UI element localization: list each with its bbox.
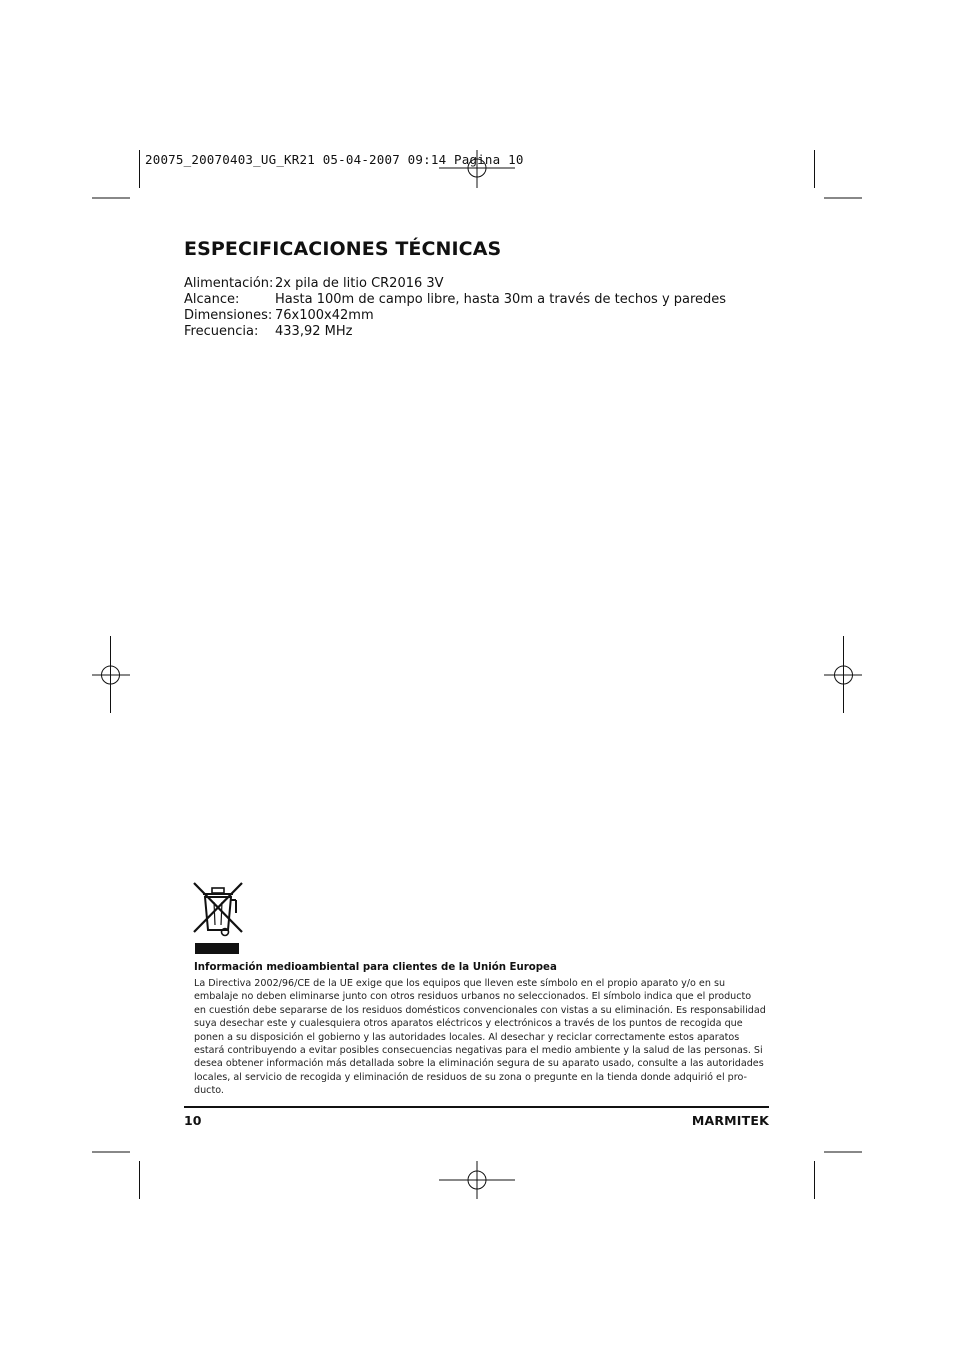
spec-label: Alimentación:	[184, 276, 274, 291]
environment-line: La Directiva 2002/96/CE de la UE exige que los equipos que lleven este símbolo en el propio aparato y/o en su	[194, 978, 726, 989]
environment-line: ponen a su disposición el gobierno y las autoridades locales. Al desechar y reciclar correctamente estos aparatos	[194, 1031, 740, 1043]
registration-mark-right	[824, 636, 862, 713]
environment-heading: Información medioambiental para clientes de la Unión Europea	[194, 962, 557, 973]
crossed-out-wheelie-bin-icon	[192, 880, 244, 956]
page-title: ESPECIFICACIONES TÉCNICAS	[184, 238, 502, 260]
spec-row-range	[184, 292, 726, 308]
spec-row-power	[184, 276, 726, 292]
spec-value: 433,92 MHz	[275, 324, 353, 339]
spec-value: Hasta 100m de campo libre, hasta 30m a través de techos y paredes	[275, 292, 727, 307]
footer-rule	[184, 1106, 769, 1108]
spec-row-frequency	[184, 324, 726, 340]
spec-value: 76x100x42mm	[275, 308, 374, 323]
brand-name: MARMITEK	[691, 1113, 769, 1128]
spec-row-dimensions	[184, 308, 726, 324]
environment-line: locales, al servicio de recogida y eliminación de residuos de su zona o pregunte en la tienda donde adquirió el pro-	[194, 1071, 748, 1083]
environment-line: ducto.	[194, 1085, 224, 1097]
environment-text	[194, 977, 764, 1098]
environment-line: desea obtener información más detallada sobre la eliminación segura de su aparato usado, consulte a las autoridades	[194, 1058, 764, 1070]
weee-black-bar	[195, 943, 239, 954]
environment-line: embalaje no deben eliminarse junto con otros residuos urbanos no seleccionados. El símbolo indica que el producto	[194, 991, 752, 1003]
environment-line: en cuestión debe separarse de los residuos domésticos convencionales con vistas a su eliminación. Es responsabilidad	[194, 1004, 766, 1016]
print-slug-line: 20075_20070403_UG_KR21 05-04-2007 09:14 Pagina 10	[145, 152, 524, 167]
environment-line: suya desechar este y cualesquiera otros aparatos eléctricos y electrónicos a través de los puntos de recogida que	[194, 1018, 743, 1030]
spec-label: Dimensiones:	[184, 308, 273, 323]
registration-mark-top	[439, 150, 515, 188]
registration-mark-left	[92, 636, 130, 713]
environment-line: estará contribuyendo a evitar posibles consecuencias negativas para el medio ambiente y la salud de las personas. Si	[194, 1045, 763, 1057]
spec-label: Alcance:	[184, 292, 240, 307]
registration-mark-bottom	[439, 1161, 515, 1199]
spec-value: 2x pila de litio CR2016 3V	[275, 276, 444, 291]
page-number: 10	[184, 1113, 202, 1128]
specifications-table	[184, 276, 726, 340]
spec-label: Frecuencia:	[184, 324, 259, 339]
